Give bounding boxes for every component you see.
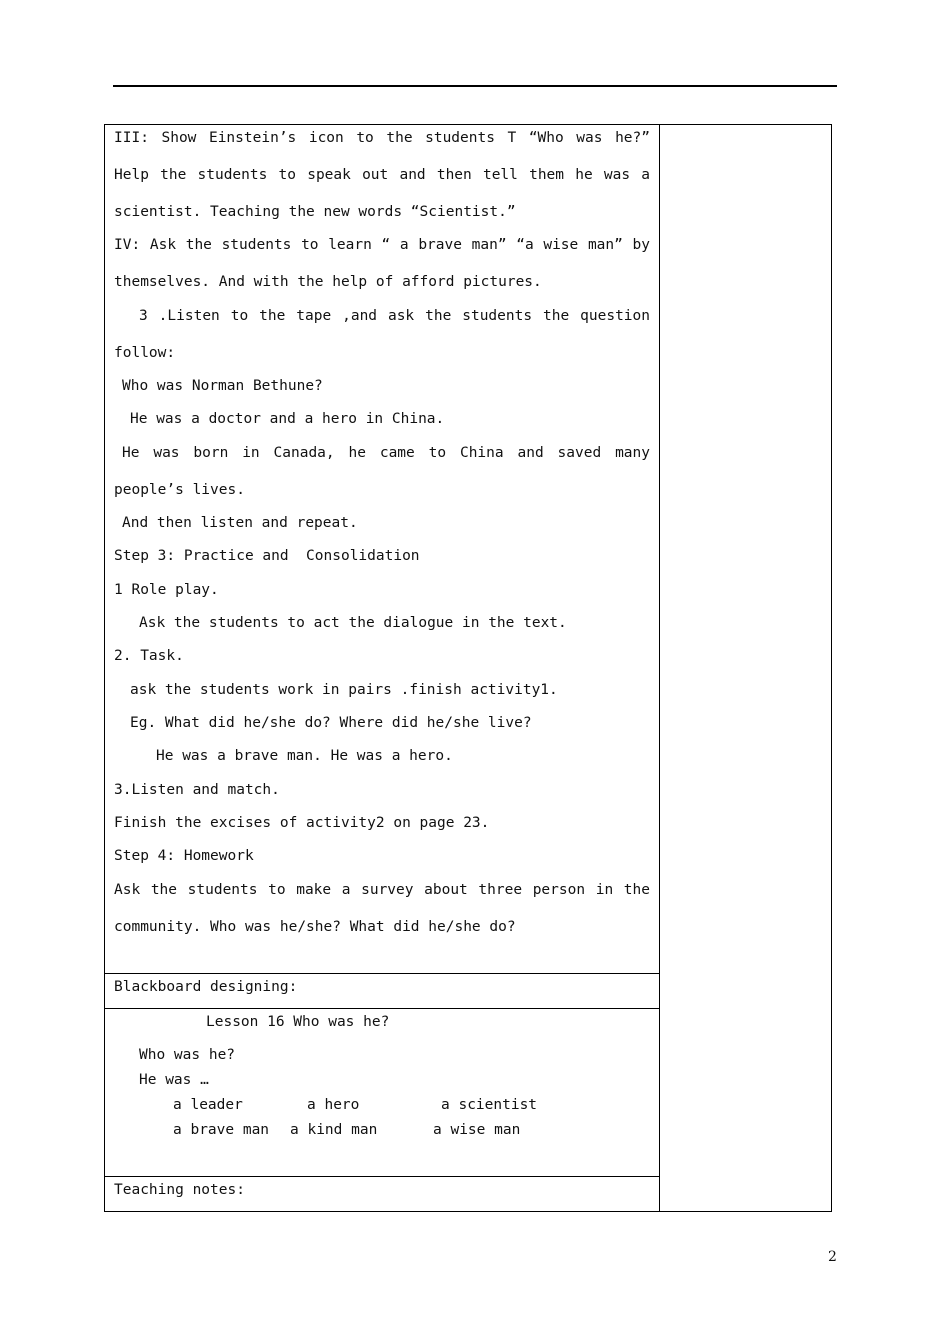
body-line: He was a doctor and a hero in China. [130, 411, 445, 427]
vocab-item: a brave man [173, 1122, 270, 1138]
lesson-plan-table [104, 124, 832, 1212]
step-heading: Step 4: Homework [114, 848, 254, 864]
body-line: Ask the students to act the dialogue in the text. [139, 615, 567, 631]
body-line: follow: [114, 345, 176, 361]
vocab-item: a leader [173, 1097, 243, 1113]
body-line: 3 .Listen to the tape ,and ask the students the question [139, 308, 650, 324]
vocab-item: a wise man [433, 1122, 521, 1138]
body-line: people’s lives. [114, 482, 245, 498]
body-line: community. Who was he/she? What did he/she do? [114, 919, 516, 935]
body-line: III: Show Einstein’s icon to the students T “Who was he?” [114, 130, 650, 146]
body-line: 2. Task. [114, 648, 184, 664]
body-line: 3.Listen and match. [114, 782, 280, 798]
column-divider [659, 125, 660, 1211]
page-number: 2 [828, 1249, 837, 1265]
row-divider [105, 973, 660, 974]
procedure-cell [114, 130, 650, 970]
row-divider [105, 1008, 660, 1009]
body-line: And then listen and repeat. [122, 515, 358, 531]
vocab-item: a kind man [290, 1122, 378, 1138]
vocab-item: a hero [307, 1097, 360, 1113]
body-line: Who was Norman Bethune? [122, 378, 323, 394]
header-rule [113, 85, 837, 87]
body-line: He was a brave man. He was a hero. [156, 748, 453, 764]
body-line: Ask the students to make a survey about three person in the [114, 882, 650, 898]
body-line: scientist. Teaching the new words “Scientist.” [114, 204, 516, 220]
body-line: ask the students work in pairs .finish activity1. [130, 682, 558, 698]
blackboard-title: Lesson 16 Who was he? [206, 1014, 390, 1030]
row-divider [105, 1176, 660, 1177]
blackboard-answer: He was … [139, 1072, 209, 1088]
body-line: themselves. And with the help of afford pictures. [114, 274, 542, 290]
body-line: 1 Role play. [114, 582, 219, 598]
body-line: Finish the excises of activity2 on page 23. [114, 815, 490, 831]
vocab-item: a scientist [441, 1097, 538, 1113]
body-line: Eg. What did he/she do? Where did he/she live? [130, 715, 532, 731]
blackboard-heading: Blackboard designing: [114, 979, 298, 995]
teaching-notes-heading: Teaching notes: [114, 1182, 245, 1198]
body-line: He was born in Canada, he came to China and saved many [122, 445, 650, 461]
body-line: Help the students to speak out and then tell them he was a [114, 167, 650, 183]
step-heading: Step 3: Practice and Consolidation [114, 548, 420, 564]
blackboard-question: Who was he? [139, 1047, 236, 1063]
blackboard-cell [114, 1014, 650, 1164]
body-line: IV: Ask the students to learn “ a brave man” “a wise man” by [114, 237, 650, 253]
